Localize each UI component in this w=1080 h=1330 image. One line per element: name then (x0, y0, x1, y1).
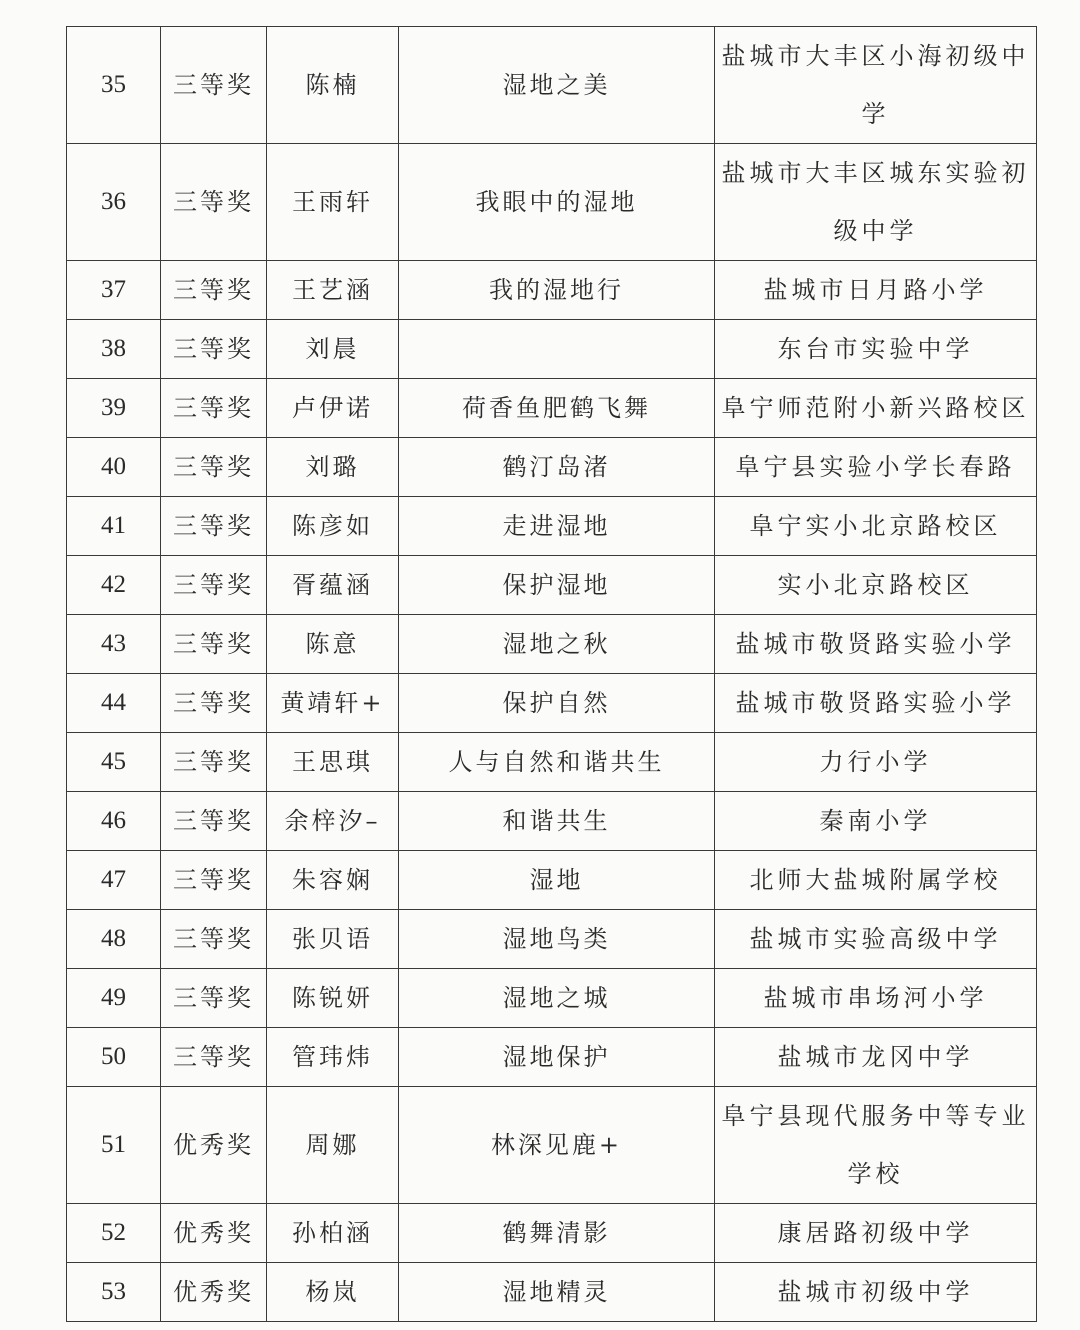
winner-name: 陈意 (267, 615, 399, 674)
winner-name: 卢伊诺 (267, 379, 399, 438)
winner-name: 杨岚 (267, 1263, 399, 1322)
work-title: 保护湿地 (399, 556, 715, 615)
school-name: 阜宁师范附小新兴路校区 (715, 379, 1037, 438)
work-title: 我的湿地行 (399, 261, 715, 320)
winner-name: 王艺涵 (267, 261, 399, 320)
row-number: 51 (67, 1087, 161, 1204)
table-row (67, 1087, 1037, 1204)
table-row (67, 438, 1037, 497)
row-number: 43 (67, 615, 161, 674)
school-name: 阜宁县现代服务中等专业学校 (715, 1087, 1037, 1204)
row-number: 50 (67, 1028, 161, 1087)
winner-name: 余梓汐– (267, 792, 399, 851)
table-row (67, 851, 1037, 910)
school-name: 盐城市敬贤路实验小学 (715, 674, 1037, 733)
row-number: 42 (67, 556, 161, 615)
award-list-table (66, 26, 1037, 1322)
award-level: 三等奖 (161, 615, 267, 674)
school-name: 康居路初级中学 (715, 1204, 1037, 1263)
school-name: 盐城市串场河小学 (715, 969, 1037, 1028)
award-level: 优秀奖 (161, 1204, 267, 1263)
award-level: 三等奖 (161, 792, 267, 851)
table-row (67, 497, 1037, 556)
table-row (67, 733, 1037, 792)
school-name: 盐城市敬贤路实验小学 (715, 615, 1037, 674)
winner-name: 朱容娴 (267, 851, 399, 910)
award-level: 三等奖 (161, 1028, 267, 1087)
work-title: 湿地之美 (399, 27, 715, 144)
award-level: 三等奖 (161, 320, 267, 379)
school-name: 力行小学 (715, 733, 1037, 792)
table-row (67, 27, 1037, 144)
school-name: 盐城市大丰区小海初级中学 (715, 27, 1037, 144)
work-title: 鹤汀岛渚 (399, 438, 715, 497)
award-level: 三等奖 (161, 851, 267, 910)
winner-name: 黄靖轩+ (267, 674, 399, 733)
table-row (67, 910, 1037, 969)
work-title (399, 320, 715, 379)
table-row (67, 1028, 1037, 1087)
winner-name: 陈楠 (267, 27, 399, 144)
work-title: 湿地之秋 (399, 615, 715, 674)
table-row (67, 792, 1037, 851)
award-level: 优秀奖 (161, 1087, 267, 1204)
table-row (67, 1263, 1037, 1322)
winner-name: 孙柏涵 (267, 1204, 399, 1263)
row-number: 44 (67, 674, 161, 733)
row-number: 48 (67, 910, 161, 969)
work-title: 荷香鱼肥鹤飞舞 (399, 379, 715, 438)
work-title: 林深见鹿+ (399, 1087, 715, 1204)
table-row (67, 969, 1037, 1028)
school-name: 盐城市实验高级中学 (715, 910, 1037, 969)
row-number: 41 (67, 497, 161, 556)
winner-name: 陈锐妍 (267, 969, 399, 1028)
row-number: 52 (67, 1204, 161, 1263)
award-level: 三等奖 (161, 674, 267, 733)
school-name: 盐城市日月路小学 (715, 261, 1037, 320)
table-row (67, 1204, 1037, 1263)
work-title: 我眼中的湿地 (399, 144, 715, 261)
row-number: 38 (67, 320, 161, 379)
row-number: 40 (67, 438, 161, 497)
table-row (67, 556, 1037, 615)
school-name: 阜宁县实验小学长春路 (715, 438, 1037, 497)
row-number: 36 (67, 144, 161, 261)
award-level: 优秀奖 (161, 1263, 267, 1322)
award-level: 三等奖 (161, 144, 267, 261)
winner-name: 王思琪 (267, 733, 399, 792)
row-number: 53 (67, 1263, 161, 1322)
table-row (67, 615, 1037, 674)
school-name: 东台市实验中学 (715, 320, 1037, 379)
winner-name: 刘晨 (267, 320, 399, 379)
work-title: 保护自然 (399, 674, 715, 733)
table-row (67, 379, 1037, 438)
work-title: 湿地精灵 (399, 1263, 715, 1322)
work-title: 湿地保护 (399, 1028, 715, 1087)
award-level: 三等奖 (161, 379, 267, 438)
school-name: 盐城市初级中学 (715, 1263, 1037, 1322)
winner-name: 陈彦如 (267, 497, 399, 556)
award-level: 三等奖 (161, 556, 267, 615)
work-title: 湿地之城 (399, 969, 715, 1028)
row-number: 45 (67, 733, 161, 792)
row-number: 47 (67, 851, 161, 910)
award-level: 三等奖 (161, 438, 267, 497)
row-number: 49 (67, 969, 161, 1028)
award-list-body (67, 27, 1037, 1322)
winner-name: 胥蕴涵 (267, 556, 399, 615)
school-name: 盐城市大丰区城东实验初级中学 (715, 144, 1037, 261)
row-number: 35 (67, 27, 161, 144)
winner-name: 周娜 (267, 1087, 399, 1204)
winner-name: 管玮炜 (267, 1028, 399, 1087)
work-title: 湿地 (399, 851, 715, 910)
work-title: 鹤舞清影 (399, 1204, 715, 1263)
work-title: 和谐共生 (399, 792, 715, 851)
school-name: 实小北京路校区 (715, 556, 1037, 615)
table-row (67, 674, 1037, 733)
work-title: 人与自然和谐共生 (399, 733, 715, 792)
award-level: 三等奖 (161, 497, 267, 556)
award-level: 三等奖 (161, 27, 267, 144)
work-title: 走进湿地 (399, 497, 715, 556)
school-name: 盐城市龙冈中学 (715, 1028, 1037, 1087)
row-number: 39 (67, 379, 161, 438)
winner-name: 张贝语 (267, 910, 399, 969)
table-row (67, 261, 1037, 320)
work-title: 湿地鸟类 (399, 910, 715, 969)
school-name: 北师大盐城附属学校 (715, 851, 1037, 910)
row-number: 37 (67, 261, 161, 320)
school-name: 秦南小学 (715, 792, 1037, 851)
table-row (67, 320, 1037, 379)
award-level: 三等奖 (161, 733, 267, 792)
award-level: 三等奖 (161, 910, 267, 969)
winner-name: 王雨轩 (267, 144, 399, 261)
table-row (67, 144, 1037, 261)
row-number: 46 (67, 792, 161, 851)
award-level: 三等奖 (161, 969, 267, 1028)
winner-name: 刘璐 (267, 438, 399, 497)
award-level: 三等奖 (161, 261, 267, 320)
school-name: 阜宁实小北京路校区 (715, 497, 1037, 556)
